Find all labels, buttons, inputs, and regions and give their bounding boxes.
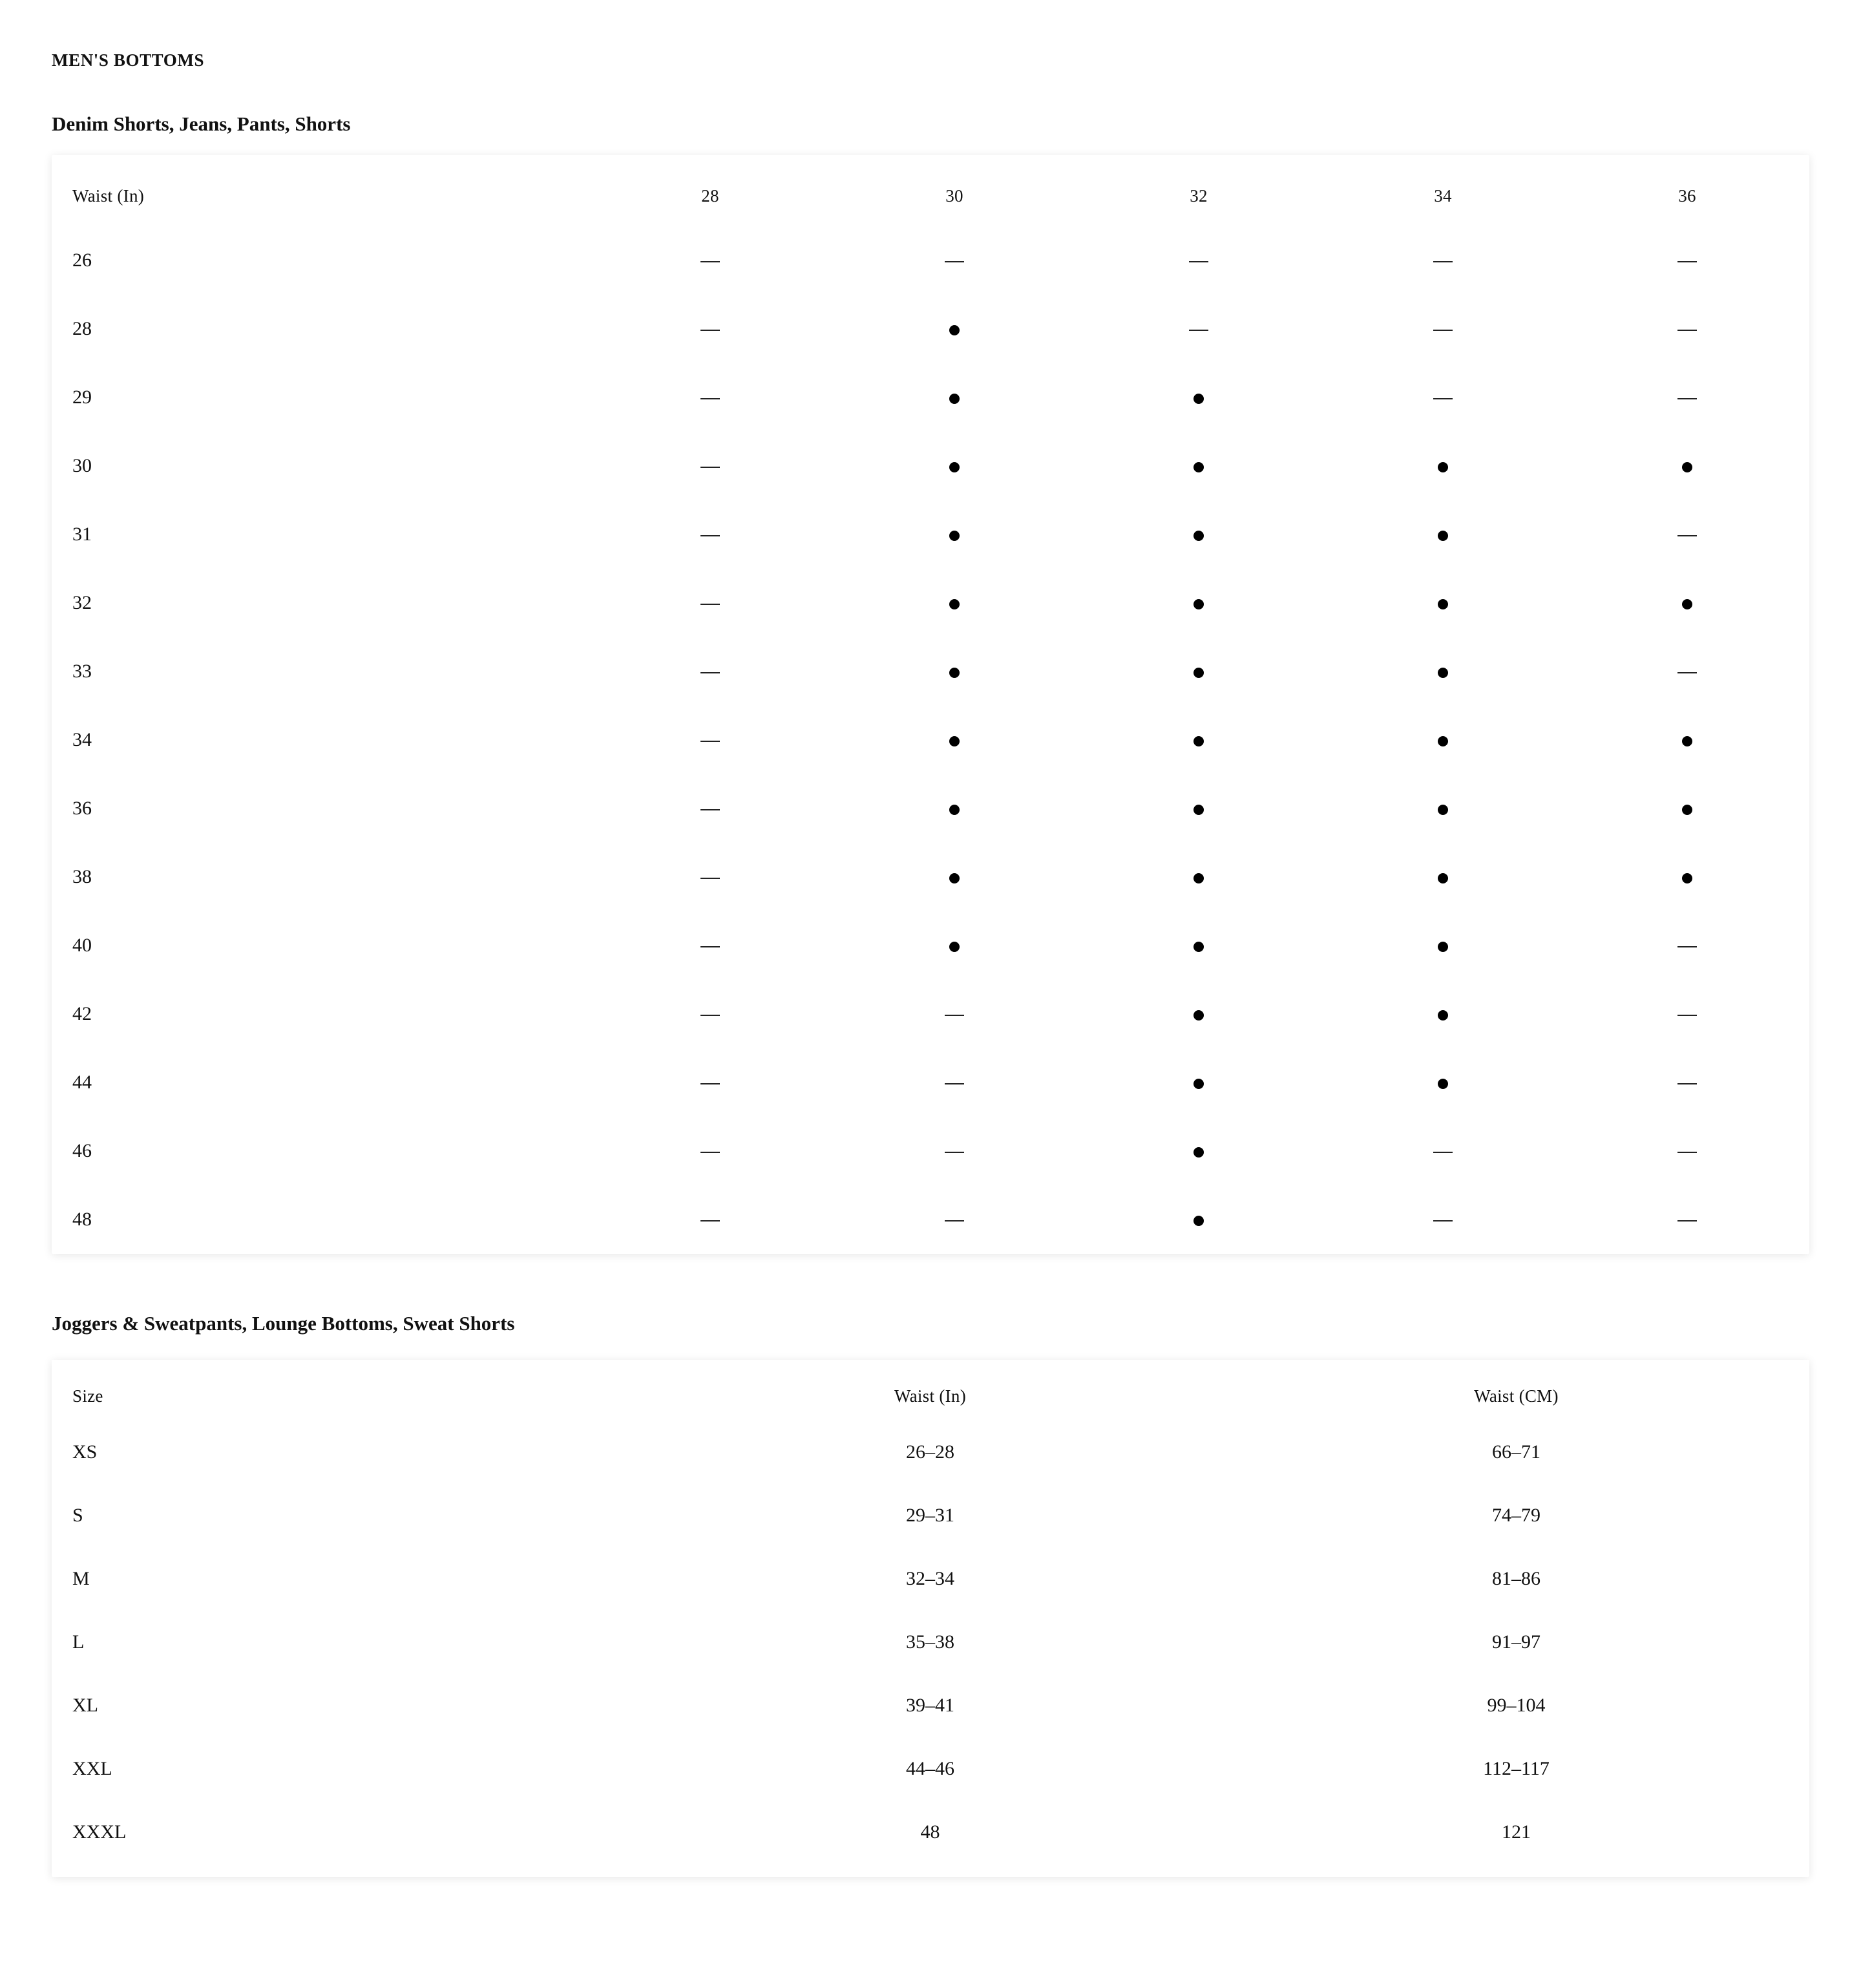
availability-cell <box>1321 1117 1565 1185</box>
availability-cell <box>588 980 832 1048</box>
table-row <box>52 843 1809 911</box>
dash-icon <box>700 330 720 331</box>
dot-icon <box>1193 668 1204 678</box>
waist-in-header: Waist (In) <box>894 1386 967 1406</box>
table-row <box>52 774 1809 843</box>
availability-cell <box>588 500 832 569</box>
dot-icon <box>1438 805 1448 815</box>
dash-icon <box>1677 398 1697 399</box>
table-row <box>52 295 1809 363</box>
waist-label: 40 <box>72 935 92 956</box>
dash-icon <box>1677 672 1697 673</box>
table-row <box>52 1048 1809 1117</box>
dot-icon <box>1193 873 1204 883</box>
dot-icon <box>1682 599 1692 609</box>
availability-cell <box>1565 295 1809 363</box>
availability-cell <box>832 432 1077 500</box>
table-row <box>52 1421 1809 1484</box>
dot-icon <box>1682 736 1692 746</box>
waist-header: Waist (In) <box>72 186 145 206</box>
availability-cell <box>1565 843 1809 911</box>
dot-icon <box>1438 462 1448 472</box>
dash-icon <box>1677 1220 1697 1221</box>
waist-cm-cell: 91–97 <box>1492 1631 1540 1653</box>
dot-icon <box>949 942 960 952</box>
dash-icon <box>1677 1015 1697 1016</box>
dot-icon <box>1438 1010 1448 1020</box>
availability-cell <box>1077 774 1321 843</box>
availability-cell <box>1077 980 1321 1048</box>
waist-in-cell: 35–38 <box>906 1631 954 1653</box>
availability-cell <box>1077 706 1321 774</box>
waist-cm-cell: 74–79 <box>1492 1505 1540 1526</box>
dash-icon <box>700 672 720 673</box>
availability-cell <box>1321 980 1565 1048</box>
availability-cell <box>1077 1117 1321 1185</box>
availability-cell <box>588 774 832 843</box>
dash-icon <box>1189 261 1208 262</box>
dash-icon <box>700 535 720 536</box>
waist-label: 46 <box>72 1140 92 1161</box>
inseam-column-header: 36 <box>1678 186 1696 206</box>
dot-icon <box>949 873 960 883</box>
availability-cell <box>588 1185 832 1254</box>
dot-icon <box>1438 599 1448 609</box>
availability-cell <box>832 569 1077 637</box>
waist-label: 30 <box>72 455 92 476</box>
dash-icon <box>1677 261 1697 262</box>
waist-in-cell: 48 <box>920 1821 940 1843</box>
table-row <box>52 1185 1809 1254</box>
availability-cell <box>588 1117 832 1185</box>
availability-cell <box>1077 637 1321 706</box>
dot-icon <box>949 394 960 404</box>
denim-header-row <box>52 178 1809 213</box>
waist-label: 28 <box>72 318 92 339</box>
waist-label: 29 <box>72 386 92 408</box>
dot-icon <box>1682 873 1692 883</box>
dash-icon <box>700 878 720 879</box>
dot-icon <box>1193 462 1204 472</box>
dot-icon <box>949 531 960 541</box>
availability-cell <box>588 706 832 774</box>
waist-label: 48 <box>72 1209 92 1230</box>
dash-icon <box>1677 330 1697 331</box>
table-row <box>52 1547 1809 1611</box>
availability-cell <box>1321 843 1565 911</box>
waist-label: 31 <box>72 523 92 545</box>
dash-icon <box>700 741 720 742</box>
dot-icon <box>1438 1079 1448 1089</box>
dot-icon <box>1438 531 1448 541</box>
availability-cell <box>832 1185 1077 1254</box>
table-row <box>52 363 1809 432</box>
availability-cell <box>1321 432 1565 500</box>
availability-cell <box>588 363 832 432</box>
dash-icon <box>945 1015 964 1016</box>
availability-cell <box>1565 1117 1809 1185</box>
table-row <box>52 1484 1809 1547</box>
dash-icon <box>945 261 964 262</box>
waist-label: 32 <box>72 592 92 613</box>
table-row <box>52 569 1809 637</box>
dash-icon <box>1433 330 1453 331</box>
availability-cell <box>1077 1048 1321 1117</box>
availability-cell <box>1077 363 1321 432</box>
table-row <box>52 1611 1809 1674</box>
table-row <box>52 1117 1809 1185</box>
availability-cell <box>1565 569 1809 637</box>
size-cell: S <box>72 1505 83 1526</box>
waist-in-cell: 44–46 <box>906 1758 954 1779</box>
availability-cell <box>588 569 832 637</box>
availability-cell <box>1565 706 1809 774</box>
dot-icon <box>1193 1079 1204 1089</box>
availability-cell <box>1077 911 1321 980</box>
waist-cm-cell: 112–117 <box>1483 1758 1550 1779</box>
dot-icon <box>1438 736 1448 746</box>
table-row <box>52 637 1809 706</box>
waist-in-cell: 32–34 <box>906 1568 954 1589</box>
dot-icon <box>1193 1147 1204 1158</box>
table-row <box>52 432 1809 500</box>
availability-cell <box>1077 295 1321 363</box>
joggers-size-table <box>52 1383 1809 1864</box>
availability-cell <box>1321 706 1565 774</box>
availability-cell <box>588 911 832 980</box>
availability-cell <box>832 843 1077 911</box>
table-row <box>52 226 1809 295</box>
availability-cell <box>1565 637 1809 706</box>
size-cell: M <box>72 1568 90 1589</box>
dash-icon <box>700 809 720 810</box>
availability-cell <box>1321 295 1565 363</box>
size-cell: XS <box>72 1441 98 1463</box>
availability-cell <box>1321 226 1565 295</box>
availability-cell <box>832 226 1077 295</box>
dash-icon <box>1677 1083 1697 1084</box>
waist-label: 34 <box>72 729 92 750</box>
availability-cell <box>1565 432 1809 500</box>
waist-label: 42 <box>72 1003 92 1024</box>
waist-cm-cell: 121 <box>1502 1821 1531 1843</box>
joggers-size-table-card <box>52 1360 1809 1877</box>
waist-cm-cell: 99–104 <box>1487 1695 1546 1716</box>
size-cell: L <box>72 1631 85 1653</box>
waist-label: 26 <box>72 249 92 271</box>
availability-cell <box>832 637 1077 706</box>
denim-size-table <box>52 178 1809 1254</box>
dash-icon <box>700 1015 720 1016</box>
availability-cell <box>1565 911 1809 980</box>
joggers-section-title: Joggers & Sweatpants, Lounge Bottoms, Sweat Shorts <box>52 1312 515 1335</box>
denim-size-table-card <box>52 155 1809 1254</box>
availability-cell <box>588 432 832 500</box>
inseam-column-header: 30 <box>945 186 963 206</box>
dot-icon <box>1193 805 1204 815</box>
dot-icon <box>949 736 960 746</box>
dot-icon <box>1682 462 1692 472</box>
availability-cell <box>588 843 832 911</box>
size-cell: XXXL <box>72 1821 127 1843</box>
availability-cell <box>1077 843 1321 911</box>
availability-cell <box>1565 226 1809 295</box>
availability-cell <box>1565 1048 1809 1117</box>
denim-table-body <box>52 226 1809 1254</box>
availability-cell <box>1565 363 1809 432</box>
availability-cell <box>1565 774 1809 843</box>
availability-cell <box>588 1048 832 1117</box>
dot-icon <box>1193 531 1204 541</box>
dash-icon <box>700 1220 720 1221</box>
availability-cell <box>588 637 832 706</box>
dash-icon <box>1677 946 1697 947</box>
dash-icon <box>700 604 720 605</box>
availability-cell <box>588 295 832 363</box>
table-row <box>52 1737 1809 1801</box>
availability-cell <box>1077 1185 1321 1254</box>
availability-cell <box>1321 911 1565 980</box>
joggers-table-body <box>52 1421 1809 1864</box>
waist-label: 36 <box>72 798 92 819</box>
dash-icon <box>700 1083 720 1084</box>
dot-icon <box>1438 942 1448 952</box>
denim-section-title: Denim Shorts, Jeans, Pants, Shorts <box>52 112 351 135</box>
dot-icon <box>949 668 960 678</box>
availability-cell <box>832 1048 1077 1117</box>
dash-icon <box>700 946 720 947</box>
availability-cell <box>832 911 1077 980</box>
waist-cm-cell: 66–71 <box>1492 1441 1540 1463</box>
waist-in-cell: 26–28 <box>906 1441 954 1463</box>
size-cell: XXL <box>72 1758 112 1779</box>
dot-icon <box>1193 599 1204 609</box>
availability-cell <box>588 226 832 295</box>
dash-icon <box>1433 398 1453 399</box>
availability-cell <box>832 363 1077 432</box>
waist-label: 38 <box>72 866 92 887</box>
table-row <box>52 1674 1809 1737</box>
waist-in-cell: 29–31 <box>906 1505 954 1526</box>
availability-cell <box>832 774 1077 843</box>
availability-cell <box>1321 363 1565 432</box>
table-row <box>52 500 1809 569</box>
dot-icon <box>949 805 960 815</box>
dot-icon <box>1193 394 1204 404</box>
inseam-column-header: 28 <box>701 186 719 206</box>
availability-cell <box>832 706 1077 774</box>
waist-cm-header: Waist (CM) <box>1474 1386 1559 1406</box>
dot-icon <box>1193 736 1204 746</box>
availability-cell <box>832 295 1077 363</box>
availability-cell <box>1565 500 1809 569</box>
page-title: MEN'S BOTTOMS <box>52 50 205 70</box>
dash-icon <box>1433 1152 1453 1153</box>
availability-cell <box>1077 500 1321 569</box>
availability-cell <box>832 1117 1077 1185</box>
dot-icon <box>949 599 960 609</box>
dot-icon <box>1193 1216 1204 1226</box>
dot-icon <box>1682 805 1692 815</box>
dot-icon <box>1193 942 1204 952</box>
dash-icon <box>700 398 720 399</box>
dash-icon <box>700 261 720 262</box>
dash-icon <box>700 467 720 468</box>
dash-icon <box>945 1083 964 1084</box>
dot-icon <box>1438 873 1448 883</box>
dash-icon <box>945 1220 964 1221</box>
dash-icon <box>700 1152 720 1153</box>
waist-label: 33 <box>72 661 92 682</box>
availability-cell <box>1565 980 1809 1048</box>
inseam-column-header: 32 <box>1190 186 1208 206</box>
availability-cell <box>1077 569 1321 637</box>
waist-in-cell: 39–41 <box>906 1695 954 1716</box>
availability-cell <box>1321 1185 1565 1254</box>
dot-icon <box>1193 1010 1204 1020</box>
availability-cell <box>832 500 1077 569</box>
dash-icon <box>1189 330 1208 331</box>
size-header: Size <box>72 1386 103 1406</box>
waist-cm-cell: 81–86 <box>1492 1568 1540 1589</box>
dash-icon <box>1433 261 1453 262</box>
dash-icon <box>1677 1152 1697 1153</box>
dot-icon <box>1438 668 1448 678</box>
availability-cell <box>1321 774 1565 843</box>
availability-cell <box>1321 637 1565 706</box>
table-row <box>52 1801 1809 1864</box>
availability-cell <box>1077 432 1321 500</box>
joggers-header-row <box>52 1383 1809 1409</box>
availability-cell <box>1321 500 1565 569</box>
table-row <box>52 911 1809 980</box>
dot-icon <box>949 325 960 335</box>
size-cell: XL <box>72 1695 98 1716</box>
waist-label: 44 <box>72 1072 92 1093</box>
table-row <box>52 706 1809 774</box>
dash-icon <box>1677 535 1697 536</box>
dot-icon <box>949 462 960 472</box>
inseam-column-header: 34 <box>1434 186 1452 206</box>
availability-cell <box>1565 1185 1809 1254</box>
table-row <box>52 980 1809 1048</box>
availability-cell <box>832 980 1077 1048</box>
dash-icon <box>945 1152 964 1153</box>
availability-cell <box>1077 226 1321 295</box>
availability-cell <box>1321 569 1565 637</box>
availability-cell <box>1321 1048 1565 1117</box>
dash-icon <box>1433 1220 1453 1221</box>
